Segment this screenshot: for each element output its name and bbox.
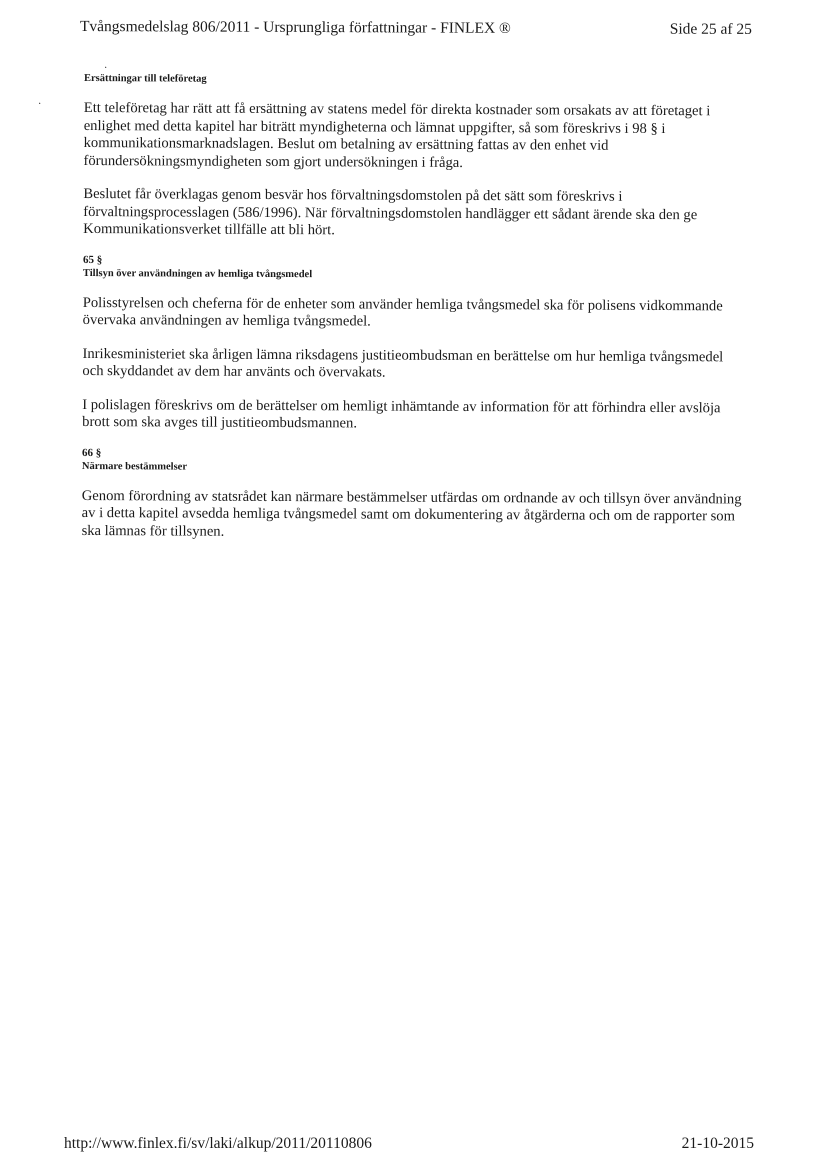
document-title: Tvångsmedelslag 806/2011 - Ursprungliga författningar - FINLEX ® [79, 18, 511, 37]
document-body [82, 72, 744, 543]
paragraph: Beslutet får överklagas genom besvär hos förvaltningsdomstolen på det sätt som föreskrivs i förvaltningsprocesslagen (586/1996). När förvaltningsdomstolen handlägger ett sådant ärende ska den ge Kommunikationsverket tillfälle att bli hört. [83, 185, 698, 239]
scan-mark: ․ [38, 96, 42, 107]
paragraph: Inrikesministeriet ska årligen lämna riksdagens justitieombudsman en berättelse om hur hemliga tvångsmedel och skyddandet av dem har använts och övervakats. [82, 345, 724, 381]
page-number: Side 25 af 25 [669, 20, 752, 38]
section-number-66: 66 § [81, 446, 102, 459]
paragraph: Genom förordning av statsrådet kan närmare bestämmelser utfärdas om ordnande av och tillsyn över användning av i detta kapitel avsedda hemliga tvångsmedel samt om dokumentering av åtgärderna och om de rapporter som ska lämnas för tillsynen. [81, 487, 742, 540]
paragraph: Polisstyrelsen och cheferna för de enheter som använder hemliga tvångsmedel ska för polisens vidkommande övervaka användningen av hemliga tvångsmedel. [82, 294, 723, 330]
print-date: 21-10-2015 [681, 1135, 754, 1152]
section-number-65: 65 § [82, 253, 103, 266]
paragraph: I polislagen föreskrivs om de berättelser om hemligt inhämtande av information för att förhindra eller avslöja brott som ska avges till justitieombudsmannen. [82, 396, 721, 432]
paragraph: Ett teleföretag har rätt att få ersättning av statens medel för direkta kostnader som orsakats av att företaget i enlighet med detta kapitel har biträtt myndigheterna och lämnat uppgifter, så som föreskrivs i 98 § i kommunikationsmarknadslagen. Beslut om betalning av ersättning fattas av den enhet vid förundersökningsmyndigheten som gjort undersökningen i fråga. [83, 99, 711, 171]
section-heading-telecom-compensation: Ersättningar till teleföretag [83, 72, 207, 85]
section-heading-supervision: Tillsyn över användningen av hemliga tvångsmedel [82, 267, 313, 280]
scan-mark: ․ [104, 60, 108, 71]
page-header [80, 18, 752, 39]
page-footer [64, 1135, 754, 1153]
source-url: http://www.finlex.fi/sv/laki/alkup/2011/20110806 [64, 1135, 372, 1152]
section-heading-detailed-provisions: Närmare bestämmelser [81, 460, 188, 473]
